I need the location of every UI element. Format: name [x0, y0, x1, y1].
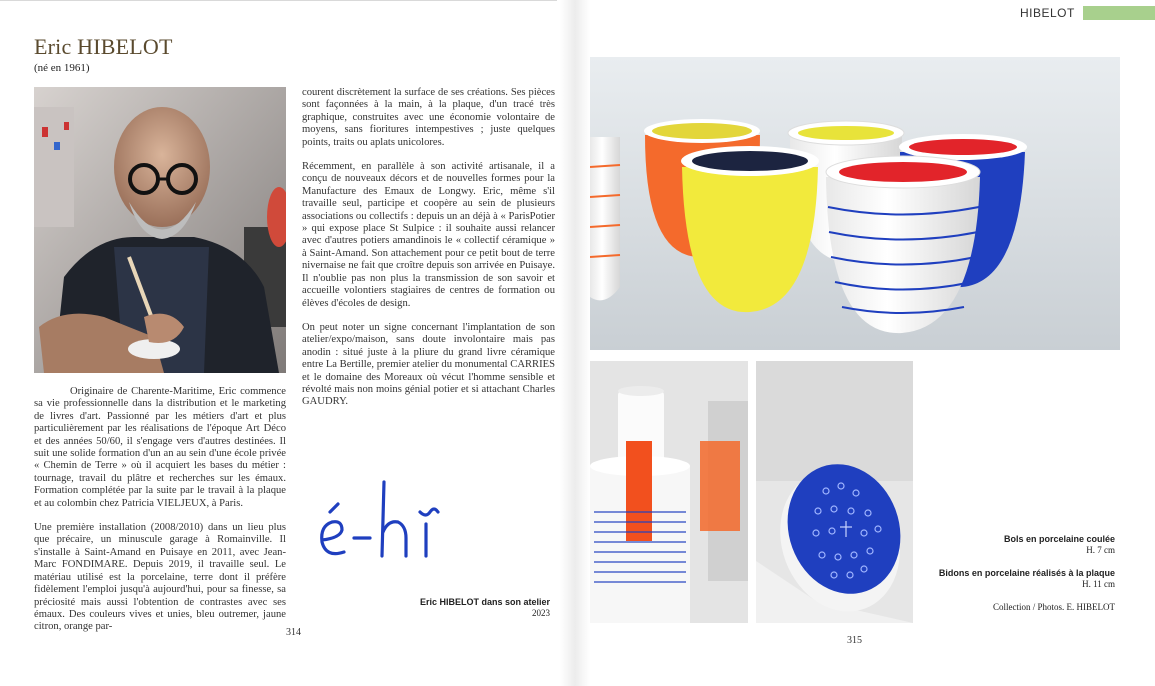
cups-illustration — [590, 57, 1120, 350]
article-title: Eric HIBELOT — [34, 34, 173, 59]
caption-bottles-title: Bidons en porcelaine réalisés à la plaque — [938, 568, 1115, 578]
caption-bowls-title: Bols en porcelaine coulée — [1003, 534, 1115, 544]
page-number-right: 315 — [847, 635, 862, 646]
caption-year: 2023 — [532, 608, 550, 618]
photo-credit: Collection / Photos. E. HIBELOT — [993, 602, 1115, 612]
text-column-middle — [302, 87, 555, 421]
caption-bowls-size: H. 7 cm — [1086, 545, 1115, 555]
cups-photo — [590, 57, 1120, 350]
artist-portrait-illustration — [34, 87, 286, 373]
top-rule — [0, 0, 557, 1]
bottle-base-illustration — [756, 361, 913, 623]
caption-bottles-size: H. 11 cm — [1082, 579, 1115, 589]
running-head: HIBELOT — [1020, 6, 1075, 20]
bottle-base-photo — [756, 361, 913, 623]
paragraph: On peut noter un signe concernant l'implantation de son atelier/expo/maison, sans doute involontaire mais pas anodin : situé juste à la pliure du grand livre céramique entre La Bertille, premier atelier du monumental CARRIES et le domaine des Moreaux où vécut l'homme sensible et révolté mais non moins génial potier et si attachant Charles GAUDRY. — [302, 321, 555, 408]
bottle-illustration — [590, 361, 748, 623]
running-head-accent-bar — [1083, 6, 1155, 20]
right-captions — [930, 534, 1115, 613]
birth-year: (né en 1961) — [34, 62, 90, 74]
paragraph: Originaire de Charente-Maritime, Eric commence sa vie professionnelle dans la distribution et le marketing de livres d'art. Passionné par les métiers d'art et plus particulièrement par les réalisations de l'époque Art Déco et des années 50/60, il s'engage vers d'autres destinées. Il suit une solide formation d'un an au sein d'une école privée « Chemin de Terre » où il acquiert les bases du métier : tournage, travail du plâtre et recherches sur les émaux. Formation complétée par la suite par le travail à la plaque et au colombin chez Patricia VIELJEUX, à Paris. — [34, 386, 286, 509]
paragraph: courent discrètement la surface de ses créations. Ses pièces sont façonnées à la main, à la plaque, d'un tracé très graphique, construites avec une économie volontaire de moyens, sans fioritures intempestives ; juste quelques points, traits ou aplats unicolores. — [302, 87, 555, 148]
text-column-left — [34, 386, 286, 646]
bottle-photo — [590, 361, 748, 623]
caption-title: Eric HIBELOT dans son atelier — [419, 597, 550, 607]
paragraph: Une première installation (2008/2010) dans un lieu plus que précaire, un minuscule garage à Romainville. Il s'installe à Saint-Amand en Puisaye en 2011, avec Jean-Marc FONDIMARE. Depuis 2019, il travaille seul. Le matériau utilisé est la porcelaine, terre dont il préfère fidèlement l'emploi jusqu'à aujourd'hui, pour sa finesse, sa préciosité mais aussi l'obtention de contrastes avec ses émaux. Des couleurs vives et unies, bleu outremer, jaune citron, orange par- — [34, 522, 286, 633]
book-gutter — [560, 0, 590, 686]
signature-e-hi — [318, 478, 458, 568]
paragraph: Récemment, en parallèle à son activité artisanale, il a conçu de nouveaux décors et de nouvelles formes pour la Manufacture des Emaux de Longwy. Eric, même s'il travaille seul, participe et coopère au sein de plusieurs associations ou collectifs : depuis un an déjà à « ParisPotier » qui expose place St Sulpice : il souhaite aussi relancer avec d'autres potiers amandinois le « collectif céramique » à Saint-Amand. Son attachement pour ce petit bout de terre nivernaise ne fait que croître depuis son arrivée en Puisaye. Il n'oublie pas non plus la transmission de son savoir et accueille volontiers stagiaires de centres de formation ou élèves d'écoles de design. — [302, 161, 555, 309]
portrait-caption — [380, 597, 550, 619]
artist-portrait-photo — [34, 87, 286, 373]
page-number-left: 314 — [286, 627, 301, 638]
